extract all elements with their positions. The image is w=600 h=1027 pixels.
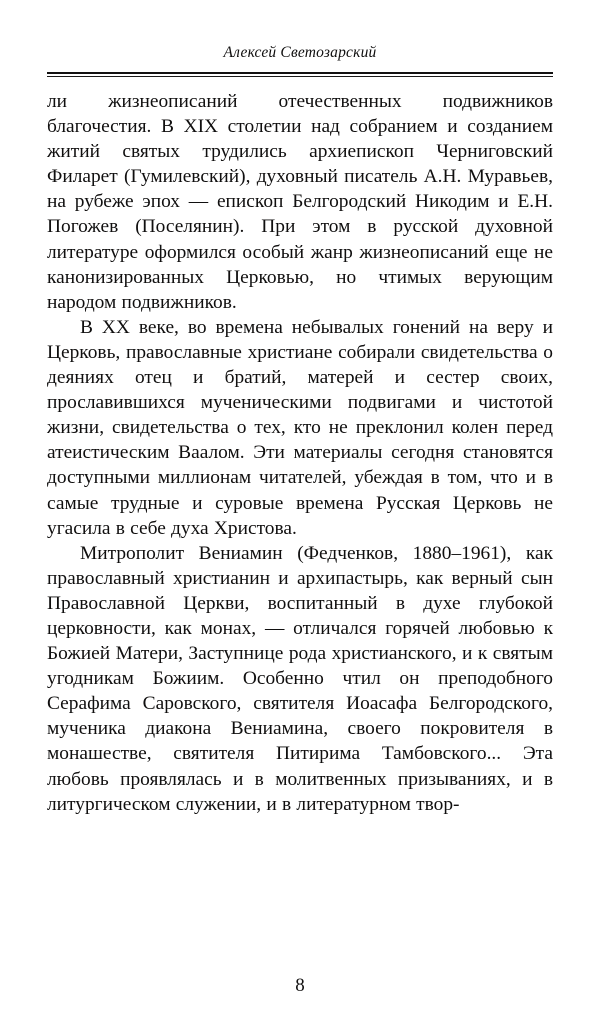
header-rule-upper — [47, 72, 553, 74]
running-head: Алексей Светозарский — [223, 44, 377, 61]
body-text-column — [47, 89, 553, 817]
header-rule-lower — [47, 76, 553, 77]
page-number: 8 — [295, 975, 305, 996]
header-double-rule — [47, 72, 553, 77]
paragraph-continued: ли жизнеописаний отечественных подвижников благочестия. В XIX столетии над собранием и созданием житий святых трудились архиепископ Черниговский Филарет (Гумилевский), духовный писатель А.Н. Муравьев, на рубеже эпох — епископ Белгородский Никодим и Е.Н. Погожев (Поселянин). При этом в русской духовной литературе оформился особый жанр жизнеописаний еще не канонизированных Церковью, но чтимых верующим народом подвижников. — [47, 91, 553, 313]
paragraph-xx-century: В XX веке, во времена небывалых гонений на веру и Церковь, православные христиане собирали свидетельства о деяниях отец и братий, матерей и сестер своих, прославившихся мученическими подвигами и чистотой жизни, свидетельства о тех, кто не преклонил колен перед атеистическим Ваалом. Эти материалы сегодня становятся доступными миллионам читателей, убеждая в том, что и в самые трудные и суровые времена Русская Церковь не угасила в себе духа Христова. — [47, 316, 553, 539]
paragraph-veniamin: Митрополит Вениамин (Федченков, 1880–1961), как православный христианин и архипастырь, как верный сын Православной Церкви, воспитанный в духе глубокой церковности, как монах, — отличался горячей любовью к Божией Матери, Заступнице рода христианского, и к святым угодникам Божиим. Особенно чтил он преподобного Серафима Саровского, святителя Иоасафа Белгородского, мученика диакона Вениамина, своего покровителя в монашестве, святителя Питирима Тамбовского... Эта любовь проявлялась и в молитвенных призываниях, и в литургическом служении, и в литературном твор- — [47, 542, 553, 815]
